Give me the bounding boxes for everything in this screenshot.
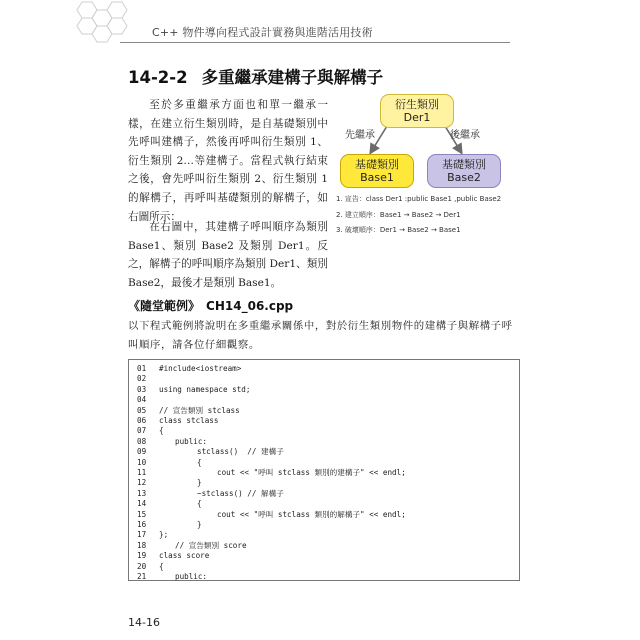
code-text: public: [175,436,208,446]
body-paragraph-1: 至於多重繼承方面也和單一繼承一樣，在建立衍生類別時，是自基礎類別中先呼叫建構子，然後再呼叫衍生類別 1、衍生類別 2…等建構子。當程式執行結束之後，會先呼叫衍生類別 2、衍生類別 1 的解構子，再呼叫基礎類別的解構子，如右圖所示： [128,99,328,223]
example-heading: 《隨堂範例》 CH14_06.cpp [128,299,294,313]
code-text: stclass() // 建構子 [197,447,284,457]
code-text: } [197,478,202,488]
code-text: }; [159,530,169,540]
line-number: 21 [137,572,147,581]
code-text: using namespace std; [159,384,251,394]
node-base1: 基礎類別 Base1 [340,154,414,188]
hexagon-decoration-icon [70,0,140,48]
code-text: #include<iostream> [159,364,242,373]
line-number: 11 [137,468,147,477]
line-number: 12 [137,478,147,488]
header-divider [120,42,510,43]
line-number: 18 [137,540,147,550]
line-number: 08 [137,436,147,446]
running-header-title: C++ 物件導向程式設計實務與進階活用技術 [152,26,373,39]
legend-item-construct-order: 2. 建立順序：Base1 → Base2 → Der1 [336,210,461,219]
page-number: 14-16 [128,616,160,629]
body-paragraph-2: 在右圖中，其建構子呼叫順序為類別 Base1、類別 Base2 及類別 Der1。反之，解構子的呼叫順序為類別 Der1、類別 Base2，最後才是類別 Base1。 [128,221,328,289]
code-text: ~stclass() // 解構子 [197,488,284,498]
example-tag: 隨堂範例 [140,299,189,313]
code-text: class score [159,551,210,561]
line-number: 19 [137,551,147,561]
code-text: cout << "呼叫 stclass 類別的解構子" << endl; [217,509,406,519]
legend-item-declaration: 1. 宣告：class Der1 :public Base1 ,public Base2 [336,195,502,203]
line-number: 15 [137,509,147,519]
code-text: // 宣告類別 score [175,540,247,550]
legend-item-destruct-order: 3. 破壞順序：Der1 → Base2 → Base1 [336,226,461,234]
line-number: 04 [137,395,147,405]
example-description: 以下程式範例將說明在多重繼承關係中，對於衍生類別物件的建構子與解構子呼叫順序，請各位仔細觀察。 [128,320,513,351]
diagram-legend [336,192,501,239]
code-listing [128,359,520,581]
line-number: 13 [137,488,147,498]
line-number: 02 [137,374,147,384]
edge-label-first-inherit: 先繼承 [345,130,375,141]
line-number: 16 [137,520,147,529]
line-number: 17 [137,530,147,540]
node-derived-der1: 衍生類別 Der1 [380,94,454,128]
code-text: } [197,520,202,529]
code-text: { [159,561,164,571]
line-number: 09 [137,447,147,457]
node-base2: 基礎類別 Base2 [427,154,501,188]
section-heading [128,64,383,88]
line-number: 14 [137,499,147,509]
code-text: public: [175,572,208,581]
line-number: 01 [137,364,147,373]
section-number: 14-2-2 [128,68,188,87]
code-text: { [159,426,164,436]
line-number: 03 [137,384,147,394]
line-number: 05 [137,405,147,415]
code-text: class stclass [159,416,219,425]
code-text: { [197,499,202,509]
line-number: 20 [137,561,147,571]
inheritance-diagram [335,92,515,190]
code-text: // 宣告類別 stclass [159,405,240,415]
edge-label-later-inherit: 後繼承 [450,130,480,141]
code-text: { [197,457,202,467]
line-number: 06 [137,416,147,425]
section-title: 多重繼承建構子與解構子 [201,68,384,87]
line-number: 07 [137,426,147,436]
code-text: cout << "呼叫 stclass 類別的建構子" << endl; [217,468,406,477]
line-number: 10 [137,457,147,467]
example-filename: CH14_06.cpp [206,299,294,313]
